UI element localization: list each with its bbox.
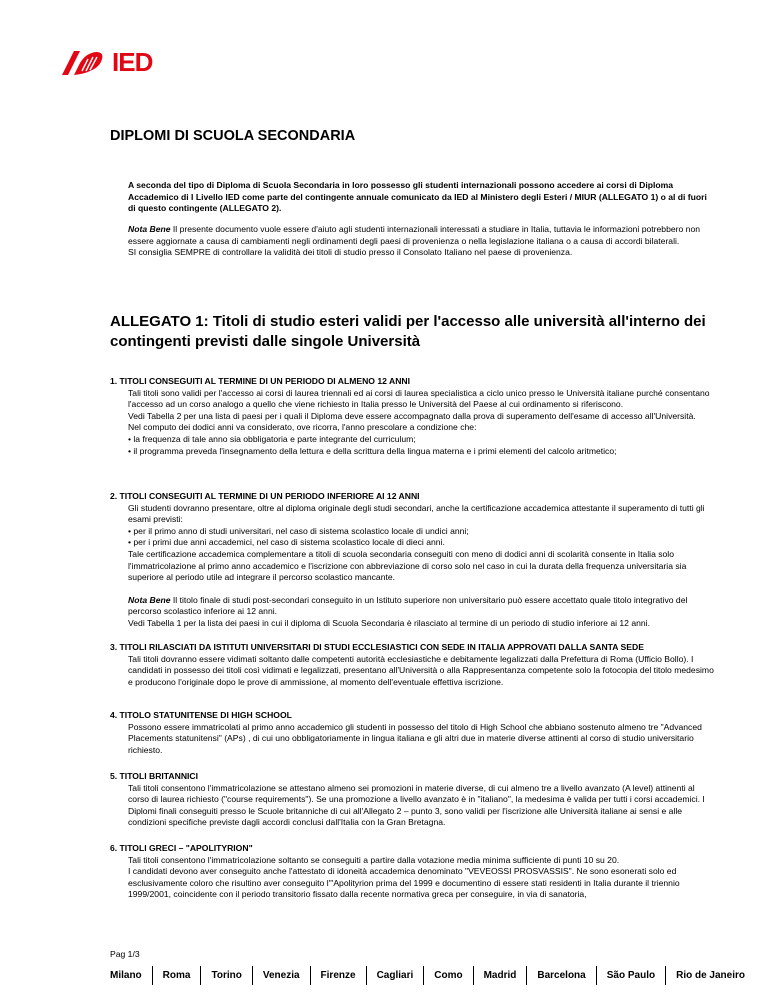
paragraph: Tale certificazione accademica complementare a titoli di scuola secondaria conseguiti con meno di dodici anni di scolarità consente in Italia solo l'immatricolazione al primo anno accademico e l'iscrizione con abbreviazione di corso solo nel caso in cui la durata della frequenza universitaria sia superiore al periodo utile ad integrare il percorso scolastico mancante. [128, 548, 687, 583]
nota-bene-paragraph [128, 595, 715, 618]
section-title: 5. TITOLI BRITANNICI [110, 771, 199, 781]
allegato-title: ALLEGATO 1: Titoli di studio esteri validi per l'accesso alle università all'interno dei contingenti previsti dalle singole Università [110, 313, 706, 350]
nota-bene-label: Nota Bene [128, 594, 171, 605]
bullet-item: • la frequenza di tale anno sia obbligatoria e parte integrante del curriculum; [128, 433, 416, 444]
footer-city: Rio de Janeiro [665, 966, 755, 985]
ied-logo [60, 47, 152, 78]
footer-cities [110, 966, 755, 985]
section-1 [110, 376, 715, 457]
nota-bene-label: Nota Bene [128, 224, 171, 234]
section-title: 3. TITOLI RILASCIATI DA ISTITUTI UNIVERSITARI DI STUDI ECCLESIASTICI CON SEDE IN ITALIA APPROVATI DALLA SANTA SEDE [110, 642, 644, 652]
nota-bene-advice: SI consiglia SEMPRE di controllare la validità dei titoli di studio presso il Consolato Italiano nel paese di provenienza. [128, 247, 573, 258]
bullet-item: • per il primo anno di studi universitari, nel caso di sistema scolastico locale di undici anni; [128, 525, 469, 536]
footer-city: São Paulo [596, 966, 665, 985]
paragraph: Tali titoli consentono l'immatricolazione soltanto se conseguiti a partire dalla votazione media minima sufficiente di punti 10 su 20. [128, 854, 620, 865]
nota-bene-text: Il presente documento vuole essere d'aiuto agli studenti internazionali interessati a studiare in Italia, tuttavia le informazioni potrebbero non essere aggiornate a causa di cambiamenti negli ordinamenti degli paesi di provenienza o nella legislazione italiana o a causa di accordi bilaterali. [128, 224, 701, 246]
ied-logo-mark-icon [60, 49, 106, 77]
paragraph: Tali titoli consentono l'immatricolazione se attestano almeno sei promozioni in materie diverse, di cui almeno tre a livello avanzato (A level) attinenti al corso di laurea richiesto ("course requirements"). Se una promozione a livello avanzato è in "italiano", la medesima è valida per tutti i corsi accademici. I Diplomi finali conseguiti presso le Scuole britanniche di cui all'Allegato 2 – punto 3, sono validi per l'iscrizione alle Università italiane ai sensi e alle condizioni specifiche previste dagli accordi conclusi dall'Italia con la Gran Bretagna. [128, 782, 705, 828]
section-title: 2. TITOLI CONSEGUITI AL TERMINE DI UN PERIODO INFERIORE AI 12 ANNI [110, 491, 420, 501]
footer-city: Venezia [252, 966, 310, 985]
footer-city: Roma [152, 966, 201, 985]
paragraph: I candidati devono aver conseguito anche l'attestato di idoneità accademica denominato "VEVEOSSI PROSVASSIS". Ne sono esonerati solo ed esclusivamente coloro che risultino aver conseguito l'"Apolityrion prima del 1999 e documentino di essere stati residenti in Italia durante il triennio 1999/2001, coincidente con il periodo transitorio fissato dalla recente normativa greca per conseguire, in via di sanatoria, [128, 866, 680, 900]
section-5 [110, 771, 715, 829]
page-number: Pag 1/3 [110, 949, 140, 959]
section-4 [110, 710, 715, 756]
nota-bene-text: Il titolo finale di studi post-secondari conseguito in un Istituto superiore non universitario può essere accettato quale titolo integrativo del percorso scolastico inferiore ai 12 anni. [128, 594, 688, 617]
paragraph: Gli studenti dovranno presentare, oltre al diploma originale degli studi secondari, anche la certificazione accademica attestante il superamento di tutti gli esami previsti: [128, 502, 705, 525]
intro-text: A seconda del tipo di Diploma di Scuola Secondaria in loro possesso gli studenti internazionali possono accedere ai corsi di Diploma Accademico di I Livello IED come parte del contingente annuale comunicato da IED al Ministero degli Esteri / MIUR (ALLEGATO 1) o al di fuori di questo contingente (ALLEGATO 2). [128, 180, 707, 214]
footer-city: Madrid [473, 966, 527, 985]
bullet-item: • per i primi due anni accademici, nel caso di sistema scolastico locale di dieci anni. [128, 537, 445, 548]
footer-city: Barcelona [526, 966, 595, 985]
section-2 [110, 491, 715, 630]
paragraph: Vedi Tabella 1 per la lista dei paesi in cui il diploma di Scuola Secondaria è rilasciato al termine di un periodo di studio inferiore ai 12 anni. [128, 617, 650, 628]
footer-city: Torino [200, 966, 251, 985]
section-title: 4. TITOLO STATUNITENSE DI HIGH SCHOOL [110, 710, 292, 720]
nota-bene-block [128, 224, 708, 259]
footer-city: Milano [110, 970, 142, 981]
paragraph: Nel computo dei dodici anni va considerato, ove ricorra, l'anno prescolare a condizione che: [128, 422, 477, 433]
paragraph: Possono essere immatricolati al primo anno accademico gli studenti in possesso del titolo di High School che abbiano sostenuto almeno tre "Advanced Placements statunitensi" (APs) , di cui uno obbligatoriamente in lingua italiana e gli altri due in materie diverse attinenti al corso di studio universitario richiesto. [128, 721, 702, 755]
section-title: 6. TITOLI GRECI – "APOLITYRION" [110, 843, 253, 853]
paragraph: Tali titoli dovranno essere vidimati soltanto dalle competenti autorità ecclesiastiche e debitamente legalizzati dalla Prefettura di Roma (Ufficio Bollo). I candidati in possesso dei titoli così vidimati e legalizzati, presentano all'Università o alla Rappresentanza competente solo la fotocopia del titolo medesimo e producono l'originale dopo le prove di ammissione, al momento dell'eventuale effettiva iscrizione. [128, 653, 714, 687]
footer-city: Firenze [310, 966, 366, 985]
section-title: 1. TITOLI CONSEGUITI AL TERMINE DI UN PERIODO DI ALMENO 12 ANNI [110, 376, 411, 386]
footer-city: Cagliari [366, 966, 424, 985]
logo-text: IED [112, 47, 153, 77]
page-title: DIPLOMI DI SCUOLA SECONDARIA [110, 128, 356, 144]
section-6 [110, 843, 715, 901]
section-3 [110, 642, 715, 688]
footer-city: Como [423, 966, 472, 985]
bullet-item: • il programma preveda l'insegnamento della lettura e della scrittura della lingua materna e i primi elementi del calcolo aritmetico; [128, 445, 617, 456]
paragraph: Tali titoli sono validi per l'accesso ai corsi di laurea triennali ed ai corsi di laurea specialistica a ciclo unico presso le Università italiane purché consentano l'accesso ad un corso analogo a quello che viene richiesto in Italia presso le Università del Paese al cui ordinamento si riferiscono. [128, 387, 710, 410]
paragraph: Vedi Tabella 2 per una lista di paesi per i quali il Diploma deve essere accompagnato dalla prova di superamento dell'esame di accesso all'Università. [128, 410, 696, 421]
